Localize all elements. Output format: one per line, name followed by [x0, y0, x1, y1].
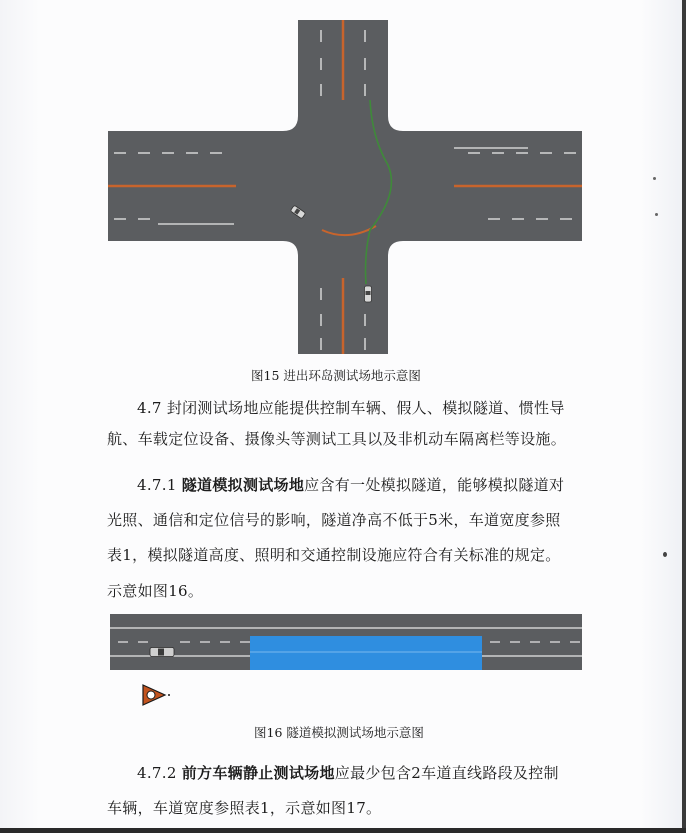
section-number: 4.7.2	[137, 764, 182, 782]
section-number: 4.7.1	[137, 476, 182, 494]
page-edge	[682, 0, 686, 833]
page-bottom-edge	[0, 828, 686, 833]
figure-15-caption: 图15 进出环岛测试场地示意图	[251, 368, 421, 383]
paragraph-4-7-2-line-2: 车辆，车道宽度参照表1，示意如图17。	[107, 799, 382, 817]
warning-triangle-icon	[141, 684, 171, 706]
paragraph-4-7-line-2: 航、车载定位设备、摄像头等测试工具以及非机动车隔离栏等设施。	[107, 430, 567, 448]
scan-speck	[655, 213, 658, 216]
paragraph-4-7-line-1: 4.7 封闭测试场地应能提供控制车辆、假人、模拟隧道、惯性导	[137, 399, 565, 417]
figure-16-tunnel-diagram	[110, 614, 582, 670]
figure-15-intersection-diagram	[108, 20, 582, 354]
section-text: 应含有一处模拟隧道，能够模拟隧道对	[304, 476, 565, 494]
paragraph-4-7-1-line-3: 表1，模拟隧道高度、照明和交通控制设施应符合有关标准的规定。	[107, 546, 561, 564]
figure-16-caption: 图16 隧道模拟测试场地示意图	[254, 725, 424, 740]
scan-speck	[663, 552, 667, 557]
section-term: 前方车辆静止测试场地	[181, 764, 335, 782]
section-text: 应最少包含2车道直线路段及控制	[334, 764, 559, 782]
paragraph-4-7-1-line-2: 光照、通信和定位信号的影响，隧道净高不低于5米，车道宽度参照	[107, 511, 561, 529]
paragraph-4-7-1-line-4: 示意如图16。	[107, 582, 204, 600]
paragraph-4-7-2-line-1	[137, 758, 559, 789]
scan-speck	[653, 177, 656, 180]
paragraph-4-7-1-line-1	[137, 470, 564, 501]
section-term: 隧道模拟测试场地	[181, 476, 305, 494]
